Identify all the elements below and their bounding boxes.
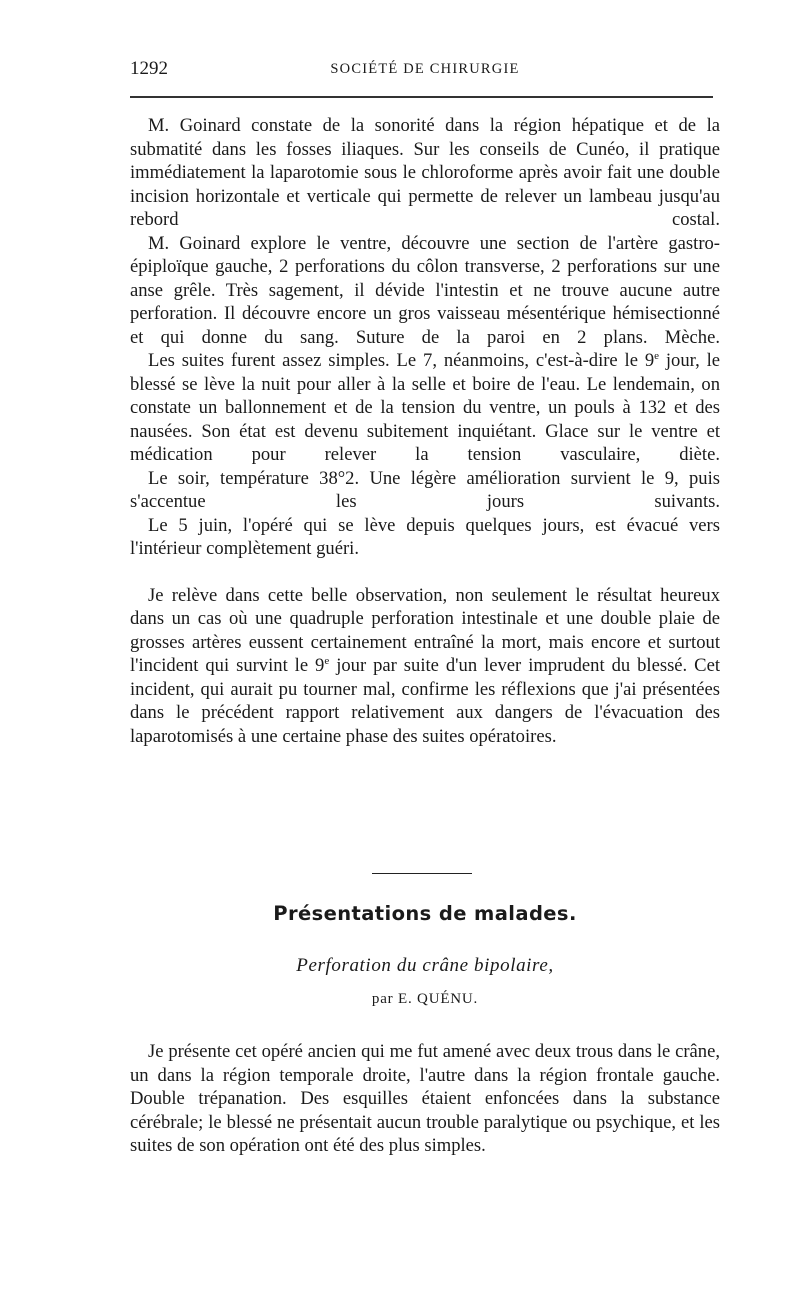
- paragraph: Le 5 juin, l'opéré qui se lève depuis quelques jours, est évacué vers l'intérieur complètement guéri.: [130, 514, 720, 559]
- running-head: [130, 58, 720, 82]
- section-separator: [372, 873, 472, 874]
- section-heading: Présentations de malades.: [273, 902, 577, 925]
- running-title: SOCIÉTÉ DE CHIRURGIE: [330, 61, 520, 77]
- article-title: Perforation du crâne bipolaire,: [296, 955, 554, 976]
- commentary-paragraph: Je relève dans cette belle observation, non seulement le résultat heureux dans un cas où une quadruple perforation intestinale et une double plaie de grosses artères eussent certainement entraîné la mort, mais encore et surtout l'incident qui survint le 9e jour par suite d'un lever imprudent du blessé. Cet incident, qui aurait pu tourner mal, confirme les réflexions que j'ai présentées dans le précédent rapport relativement aux dangers de l'évacuation des laparotomisés à une certaine phase des suites opératoires.: [130, 584, 720, 747]
- paragraph: Le soir, température 38°2. Une légère amélioration survient le 9, puis s'accentue les jours suivants.: [130, 467, 720, 512]
- paragraph: M. Goinard explore le ventre, découvre une section de l'artère gastro-épiploïque gauche, 2 perforations du côlon transverse, 2 perforations sur une anse grêle. Très sagement, il dévide l'intestin et ne trouve aucune autre perforation. Il découvre encore un gros vaisseau mésentérique hémisectionné et qui donne du sang. Suture de la paroi en 2 plans. Mèche.: [130, 232, 720, 348]
- paragraph: M. Goinard constate de la sonorité dans la région hépatique et de la submatité dans les fosses iliaques. Sur les conseils de Cunéo, il pratique immédiatement la laparotomie sous le chloroforme après avoir fait une double incision horizontale et verticale qui permette de relever un lambeau jusqu'au rebord costal.: [130, 115, 720, 230]
- paragraph: Les suites furent assez simples. Le 7, néanmoins, c'est-à-dire le 9e jour, le blessé se lève la nuit pour aller à la selle et boire de l'eau. Le lendemain, on constate un ballonnement et de la tension du ventre, un pouls à 132 et des nausées. Son état est devenu subitement inquiétant. Glace sur le ventre et médication pour relever la tension vasculaire, diète.: [130, 349, 720, 465]
- byline: par E. QUÉNU.: [371, 991, 479, 1007]
- paragraph: Je présente cet opéré ancien qui me fut amené avec deux trous dans le crâne, un dans la région temporale droite, l'autre dans la région frontale gauche. Double trépanation. Des esquilles étaient enfoncées dans la substance cérébrale; le blessé ne présentait aucun trouble paralytique ou psychique, et les suites de son opération ont été des plus simples.: [130, 1041, 720, 1156]
- header-rule: [130, 96, 713, 98]
- page-number: 1292: [130, 58, 168, 79]
- case-report-text: [130, 114, 720, 748]
- presentation-text: [130, 1040, 720, 1158]
- paragraph-gap: [130, 561, 720, 584]
